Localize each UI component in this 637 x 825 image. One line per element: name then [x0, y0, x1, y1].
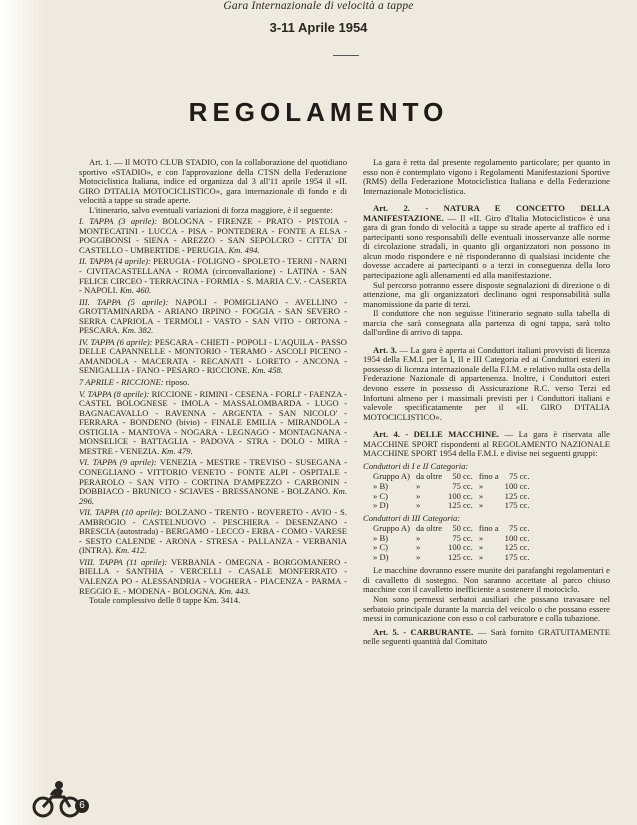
header-divider: [333, 55, 359, 56]
table-cell: »: [416, 500, 421, 511]
article-4-paragraph-3: Non sono permessi serbatoi ausiliari che possano travasare nel serbatoio principale durante la marcia del veicolo o che possano essere messi in comunicazione con esso o col carburatore e colla tubazione.: [363, 593, 610, 624]
table-cell: »: [478, 480, 484, 491]
table-cell: 75 cc.: [452, 480, 473, 491]
table-cell: » D): [373, 551, 389, 562]
table-cell: » B): [373, 532, 389, 543]
stage-distance: Km. 443.: [218, 585, 251, 596]
stage-distance: Km. 296.: [79, 486, 348, 506]
page-title: REGOLAMENTO: [188, 97, 449, 127]
article-4: [363, 430, 610, 459]
stage-route: BOLOGNA - FIRENZE - PRATO - PISTOIA - MONTECATINI - LUCCA - PISA - PONTEDERA - FONTE A ELSA - POGGIBONSI - SIENA - AREZZO - SAN SEPOLCRO - CITTA' DI CASTELLO - UMBERTIDE - PERUGIA.: [79, 216, 348, 255]
table-cell: 100 cc.: [448, 542, 473, 553]
stage-label: I. TAPPA (3 aprile):: [79, 216, 158, 227]
table-cell: »: [478, 542, 484, 553]
stage-item: [79, 458, 347, 506]
stage-route: BOLZANO - TRENTO - ROVERETO - AVIO - S. AMBROGIO - CASTELNUOVO - PESCHIERA - DESENZANO - BRESCIA (autostrada) - BERGAMO - LECCO - ERBA - COMO - VARESE - SESTO CALENDE - ARONA - STRESA - PALLANZA - VERBANIA (INTRA).: [79, 507, 347, 556]
motorcycle-logo-icon: [30, 778, 82, 818]
table-cell: »: [416, 542, 421, 553]
table-cell: »: [416, 551, 421, 562]
article-5-heading: Art. 5. - CARBURANTE.: [373, 626, 474, 637]
stage-distance: Km. 460.: [119, 285, 152, 296]
stage-route: RICCIONE - RIMINI - CESENA - FORLI' - FAENZA - CASTEL BOLOGNESE - IMOLA - MASSALOMBARDA - LUGO - BAGNACAVALLO - RAVENNA - ARGENTA - SAN NICOLO' - FERRARA - BONDENO (bivio) - FINALE EMILIA - MIRANDOLA - OSTIGLIA - MANTOVA - NOGARA - LEGNAGO - MONTAGNANA - MONSELICE - BATTAGLIA - PADOVA - STRA - DOLO - MIRA - MESTRE - VENEZIA.: [79, 388, 347, 456]
stage-route: PERUGIA - FOLIGNO - SPOLETO - TERNI - NARNI - CIVITACASTELLANA - ROMA (circonvallazione) - LATINA - SAN FELICE CIRCEO - TERRACINA - FORMIA - S. MARIA C.V. - CASERTA - NAPOLI.: [79, 256, 347, 296]
table-cell: »: [416, 490, 421, 501]
table-cell: 125 cc.: [504, 542, 530, 553]
table-cell: » B): [373, 480, 389, 491]
total-distance: Totale complessivo delle 8 tappe Km. 3414.: [89, 595, 241, 606]
table-cell: »: [478, 532, 484, 543]
table-cell: »: [416, 480, 421, 491]
table-cell: Gruppo A): [373, 523, 410, 534]
table-cell: 75 cc.: [508, 471, 530, 482]
table-cell: » C): [373, 542, 389, 553]
stage-label: VIII. TAPPA (11 aprile):: [79, 556, 168, 567]
regulation-intro: La gara è retta dal presente regolamento particolare; per quanto in esso non è contemplato vigono i Regolamenti Manifestazioni Sportive (RMS) della Federazione Motociclistica Italiana e della Federazione Internazionale Motociclistica.: [363, 157, 610, 196]
stage-route: VERBANIA - OMEGNA - BORGOMANERO - BIELLA - SANTHIA - VERCELLI - CASALE MONFERRATO - VALENZA PO - ALESSANDRIA - VOGHERA - PIACENZA - PARMA - REGGIO E. - MODENA - BOLOGNA.: [79, 556, 347, 596]
event-dates: 3-11 Aprile 1954: [269, 20, 368, 35]
table-cell: da oltre: [416, 523, 443, 534]
stage-label: II. TAPPA (4 aprile):: [79, 256, 151, 267]
table-cell: 100 cc.: [448, 490, 473, 501]
stage-distance: Km. 458.: [251, 365, 283, 376]
table-cell: »: [416, 532, 421, 543]
table-cell: 50 cc.: [452, 523, 473, 534]
stage-list: [79, 217, 347, 596]
class-tables: [363, 462, 610, 562]
article-2-paragraph-2: Sul percorso potranno essere disposte segnalazioni di direzione o di attenzione, ma gli organizzatori declinano ogni responsabilità sulla manomissione da parte di terzi.: [363, 279, 610, 309]
table-cell: 175 cc.: [504, 551, 530, 562]
stage-distance: Km. 494.: [228, 244, 260, 255]
table-cell: 100 cc.: [504, 480, 530, 491]
stage-label: III. TAPPA (5 aprile):: [79, 296, 169, 307]
table-cell: da oltre: [416, 471, 443, 482]
article-4-heading: Art. 4. - DELLE MACCHINE.: [373, 429, 500, 440]
article-2-heading: Art. 2. - NATURA E CONCETTO DELLA MANIFESTAZIONE.: [363, 203, 610, 223]
stage-route: riposo.: [165, 377, 190, 388]
stage-distance: Km. 412.: [115, 545, 147, 556]
article-5-body: — Sarà fornito GRATUITAMENTE nelle seguenti quantità dal Comitato: [363, 626, 610, 647]
article-3: [363, 346, 610, 422]
stage-distance: Km. 382.: [122, 325, 154, 336]
stage-label: V. TAPPA (8 aprile):: [79, 388, 150, 399]
table-cell: 75 cc.: [508, 523, 530, 534]
table-cell: 175 cc.: [504, 500, 530, 511]
stage-item: [79, 298, 347, 336]
article-4-body: — La gara è riservata alle MACCHINE SPORT rispondenti al REGOLAMENTO NAZIONALE MACCHINE SPORT 1954 della F.M.I. e divise nei seguenti gruppi:: [363, 429, 610, 459]
table-cell: »: [478, 551, 484, 562]
page-number: 6: [75, 799, 89, 813]
table-cell: Gruppo A): [373, 471, 410, 482]
table-cell: 125 cc.: [448, 500, 473, 511]
class-table: [373, 472, 535, 510]
stage-item: [79, 558, 347, 596]
table-cell: 75 cc.: [452, 532, 473, 543]
table-cell: » C): [373, 490, 389, 501]
table-cell: »: [478, 490, 484, 501]
table-cell: fino a: [478, 523, 499, 534]
article-4-paragraph-2: Le macchine dovranno essere munite dei parafanghi regolamentari e di cavalletto di sostegno. Non saranno accettate al parco chiuso macchine con il cavalletto inefficiente a sostenere il motociclo.: [363, 565, 610, 595]
stage-item: [79, 217, 347, 255]
left-column: [79, 158, 347, 606]
table-cell: 125 cc.: [448, 551, 473, 562]
stage-label: VI. TAPPA (9 aprile):: [79, 457, 157, 468]
table-cell: 125 cc.: [504, 490, 530, 501]
article-1: Art. 1. — Il MOTO CLUB STADIO, con la collaborazione del quotidiano sportivo «STADIO», e con l'approvazione della CTSN della Federazione Motociclistica Italiana, indice ed organizza dal 3 all'11 aprile 1954 il «II. GIRO D'ITALIA MOTOCICLISTICO», gara internazionale di fondo e di velocità a tappe su strade aperte.: [79, 157, 347, 206]
stage-route: NAPOLI - POMIGLIANO - AVELLINO - GROTTAMINARDA - ARIANO IRPINO - FOGGIA - SAN SEVERO - SERRA CAPRIOLA - TERMOLI - VASTO - SAN VITO - ORTONA - PESCARA.: [79, 296, 347, 336]
table-cell: » D): [373, 500, 389, 511]
table-row: [373, 501, 535, 511]
article-3-body: — La gara è aperta ai Conduttori italiani provvisti di licenza 1954 della F.M.I. per la I, II e III Categoria ed ai Conduttori esteri in possesso di licenza internazionale della F.I.M. e relativo nulla osta della Federazione Nazionale di appartenenza. Inoltre, i Conduttori esteri devono essere in possesso di Assicurazione R.C. verso Terzi ed Infortuni almeno per i massimali previsti per i Conduttori italiani e valevole specificatamente per il «II. GIRO D'ITALIA MOTOCICLISTICO».: [363, 344, 610, 422]
article-2-body: — Il «II. Giro d'Italia Motociclistico» è una gara di gran fondo di velocità a tappe su strade aperte al traffico ed i partecipanti sono responsabili delle eventuali inosservanze alle norme di circolazione stradali, in quanto gli organizzatori non possono in alcun modo rispondere e nè risponderanno di qualsiasi incidente che dovesse accadere ai partecipanti o a terzi in conseguenza della loro partecipazione agli allenamenti ed alla manifestazione.: [363, 212, 611, 281]
article-5: [363, 628, 610, 647]
table-cell: »: [478, 500, 484, 511]
stage-item: [79, 338, 347, 376]
stage-label: VII. TAPPA (10 aprile):: [79, 507, 163, 518]
stage-route: VENEZIA - MESTRE - TREVISO - SUSEGANA - CONEGLIANO - VITTORIO VENETO - FONTE ALPI - OSPITALE - PERAROLO - SAN VITO - CORTINA D'AMPEZZO - CARBONIN - DOBBIACO - BRUNICO - SCIAVES - BRESSANONE - BOLZANO.: [79, 457, 347, 497]
class-heading: Conduttori di I e II Categoria:: [363, 460, 469, 471]
right-column: [363, 158, 610, 647]
stage-item: [79, 390, 347, 457]
running-header: Gara Internazionale di velocità a tappe: [223, 0, 414, 12]
stage-item: [79, 257, 347, 295]
stage-label: 7 APRILE - RICCIONE:: [79, 377, 164, 388]
class-heading: Conduttori di III Categoria:: [363, 512, 461, 523]
stage-item: [79, 378, 347, 388]
table-cell: fino a: [478, 471, 499, 482]
stage-label: IV. TAPPA (6 aprile):: [79, 336, 153, 347]
table-cell: 50 cc.: [452, 471, 473, 482]
class-table: [373, 524, 535, 562]
table-row: [373, 553, 535, 563]
stage-distance: Km. 479.: [161, 445, 193, 456]
stage-item: [79, 508, 347, 556]
article-2-paragraph-3: Il conduttore che non seguisse l'itinerario segnato sulla tabella di marcia che sarà consegnata alla partenza di ogni tappa, sarà tolto dall'ordine di arrivo di tappa.: [363, 308, 610, 338]
article-2: [363, 204, 610, 280]
itinerary-intro: L'itinerario, salvo eventuali variazioni di forza maggiore, è il seguente:: [89, 204, 333, 215]
stage-route: PESCARA - CHIETI - POPOLI - L'AQUILA - PASSO DELLE CAPANNELLE - MONTORIO - TERAMO - ASCOLI PICENO - AMANDOLA - MACERATA - RECANATI - LORETO - ANCONA - SENIGALLIA - FANO - PESARO - RICCIONE.: [79, 336, 347, 376]
table-cell: 100 cc.: [504, 532, 530, 543]
article-3-heading: Art. 3.: [373, 344, 397, 355]
